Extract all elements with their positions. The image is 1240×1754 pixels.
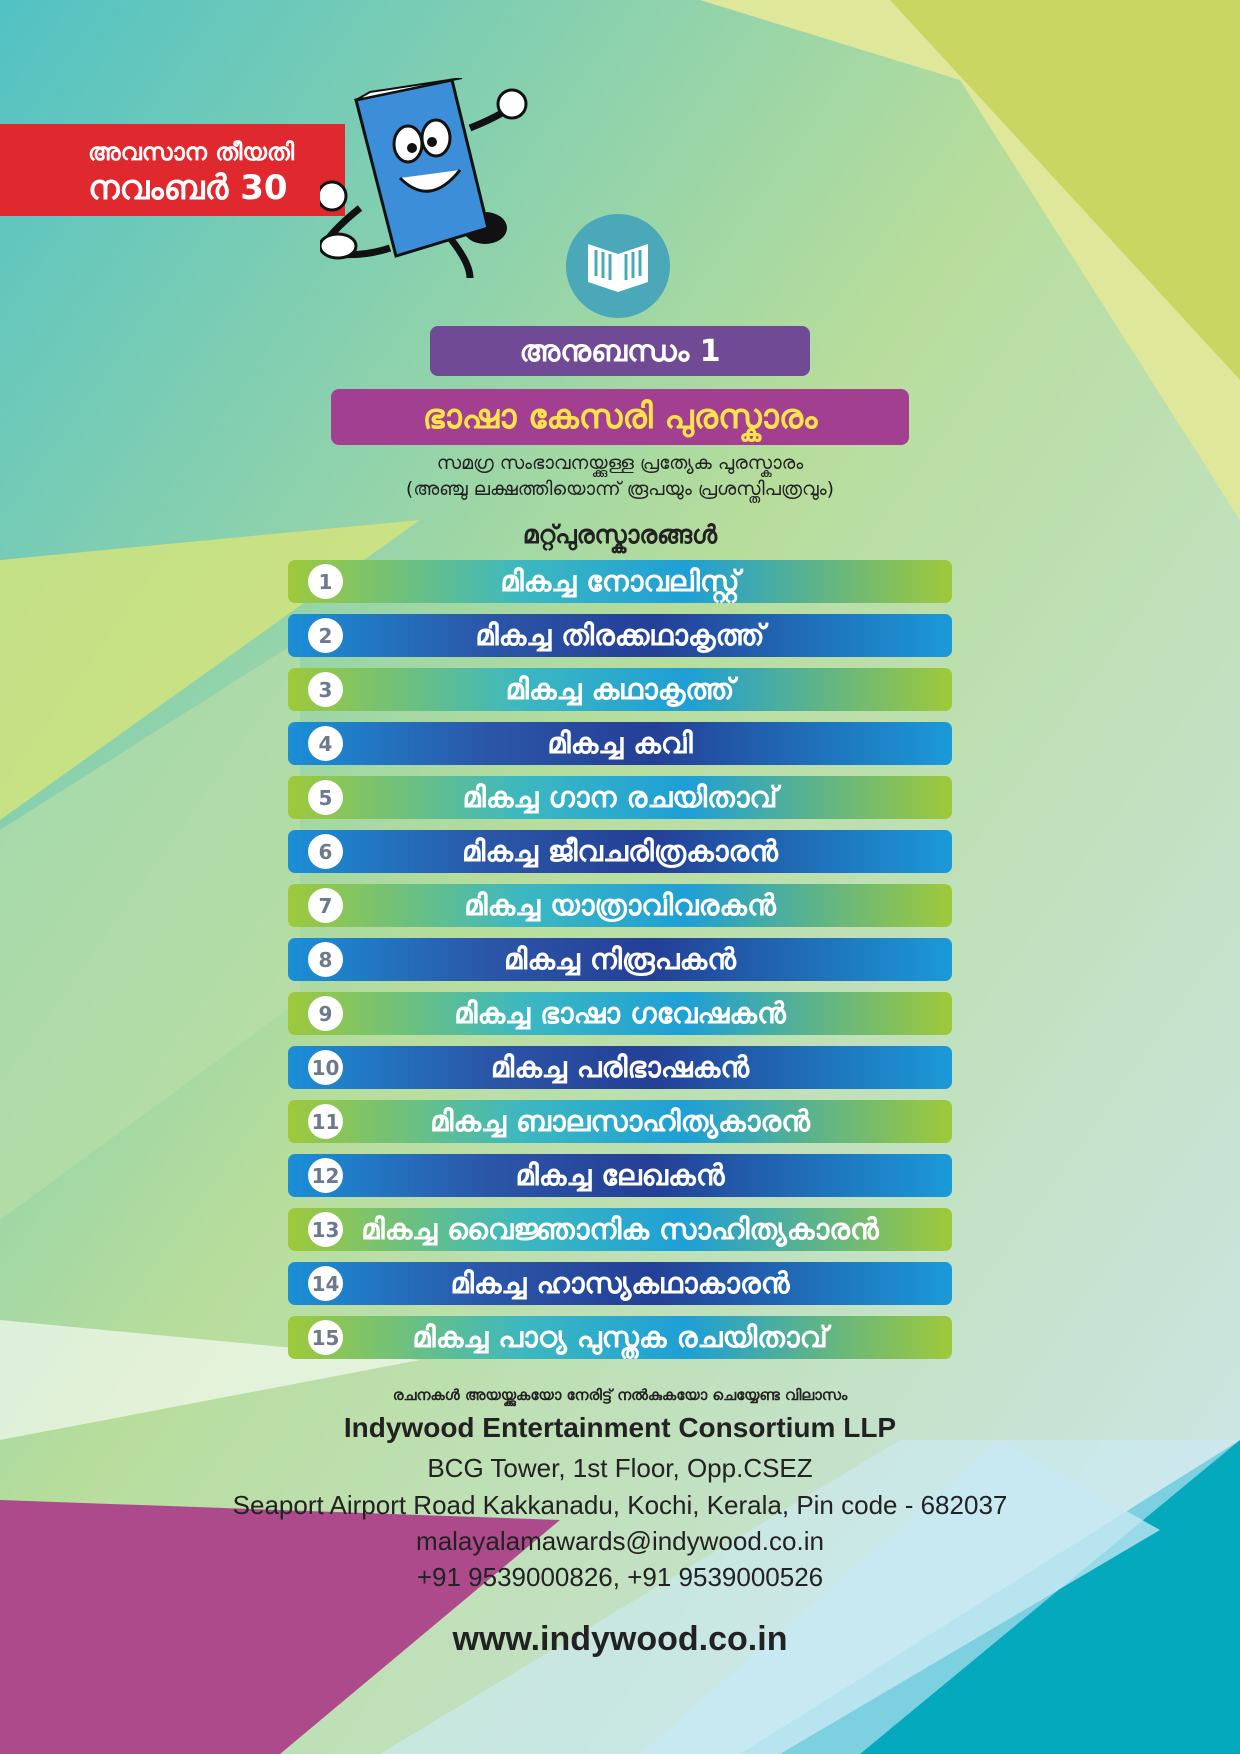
- award-number: 10: [308, 1050, 343, 1085]
- other-awards-heading: മറ്റ്പുരസ്കാരങ്ങൾ: [522, 520, 718, 549]
- list-item: [288, 1154, 952, 1197]
- list-item: [288, 722, 952, 765]
- award-number: 13: [308, 1212, 343, 1247]
- award-label: മികച്ച വൈജ്ഞാനിക സാഹിത്യകാരൻ: [361, 1212, 879, 1246]
- address-line-2: Seaport Airport Road Kakkanadu, Kochi, Kerala, Pin code - 682037: [232, 1490, 1008, 1520]
- award-number: 4: [308, 726, 343, 761]
- deadline-label: അവസാന തീയതി: [88, 138, 295, 166]
- award-label: മികച്ച തിരക്കഥാകൃത്ത്: [475, 618, 765, 652]
- award-label: മികച്ച നോവലിസ്റ്റ്: [500, 564, 740, 598]
- award-number: 2: [308, 618, 343, 653]
- deadline-banner: [0, 124, 345, 216]
- list-item: [288, 1100, 952, 1143]
- address-line-1: BCG Tower, 1st Floor, Opp.CSEZ: [427, 1453, 813, 1483]
- award-number: 9: [308, 996, 343, 1031]
- open-book-logo-icon: [566, 214, 670, 318]
- website-url: www.indywood.co.in: [452, 1620, 788, 1658]
- award-number: 3: [308, 672, 343, 707]
- award-label: മികച്ച ഹാസ്യകഥാകാരൻ: [450, 1266, 790, 1300]
- deadline-date: നവംബർ 30: [88, 168, 288, 208]
- award-label: മികച്ച പരിഭാഷകൻ: [490, 1050, 750, 1084]
- list-item: [288, 938, 952, 981]
- list-item: [288, 884, 952, 927]
- list-item: [288, 1046, 952, 1089]
- company-name: Indywood Entertainment Consortium LLP: [343, 1412, 897, 1443]
- award-number: 5: [308, 780, 343, 815]
- list-item: [288, 776, 952, 819]
- award-number: 8: [308, 942, 343, 977]
- award-label: മികച്ച ലേഖകൻ: [515, 1158, 725, 1192]
- email-address: malayalamawards@indywood.co.in: [416, 1526, 824, 1556]
- award-label: മികച്ച ജീവചരിത്രകാരൻ: [461, 834, 779, 868]
- award-number: 6: [308, 834, 343, 869]
- address-instruction: രചനകൾ അയയ്ക്കുകയോ നേരിട്ട് നൽകുകയോ ചെയ്യേണ്ട വിലാസം: [392, 1386, 848, 1404]
- list-item: [288, 614, 952, 657]
- list-item: [288, 1262, 952, 1305]
- list-item: [288, 992, 952, 1035]
- book-mascot-icon: [320, 78, 540, 278]
- award-number: 15: [308, 1320, 343, 1355]
- main-award-prize: (അഞ്ചു ലക്ഷത്തിയൊന്ന് രൂപയും പ്രശസ്തിപത്രവും): [405, 478, 835, 500]
- main-award-title: ഭാഷാ കേസരി പുരസ്കാരം: [331, 389, 909, 445]
- award-label: മികച്ച പാഠ്യ പുസ്തക രചയിതാവ്: [412, 1320, 828, 1354]
- list-item: [288, 1208, 952, 1251]
- main-award-description: സമഗ്ര സംഭാവനയ്ക്കുള്ള പ്രത്യേക പുരസ്കാരം: [436, 452, 804, 474]
- award-label: മികച്ച ഗാന രചയിതാവ്: [462, 780, 778, 814]
- award-number: 7: [308, 888, 343, 923]
- phone-numbers: +91 9539000826, +91 9539000526: [416, 1562, 824, 1592]
- award-number: 12: [308, 1158, 343, 1193]
- list-item: [288, 1316, 952, 1359]
- award-label: മികച്ച ഭാഷാ ഗവേഷകൻ: [454, 996, 786, 1030]
- annexure-label: അനുബന്ധം 1: [430, 326, 810, 376]
- list-item: [288, 668, 952, 711]
- award-label: മികച്ച കഥാകൃത്ത്: [505, 672, 735, 706]
- award-number: 1: [308, 564, 343, 599]
- award-number: 14: [308, 1266, 343, 1301]
- award-label: മികച്ച നിരൂപകൻ: [503, 942, 736, 976]
- award-label: മികച്ച യാത്രാവിവരകൻ: [464, 888, 776, 922]
- award-number: 11: [308, 1104, 343, 1139]
- award-label: മികച്ച ബാലസാഹിത്യകാരൻ: [430, 1104, 810, 1138]
- list-item: [288, 830, 952, 873]
- award-label: മികച്ച കവി: [547, 726, 693, 760]
- awards-list: [288, 560, 952, 1370]
- list-item: [288, 560, 952, 603]
